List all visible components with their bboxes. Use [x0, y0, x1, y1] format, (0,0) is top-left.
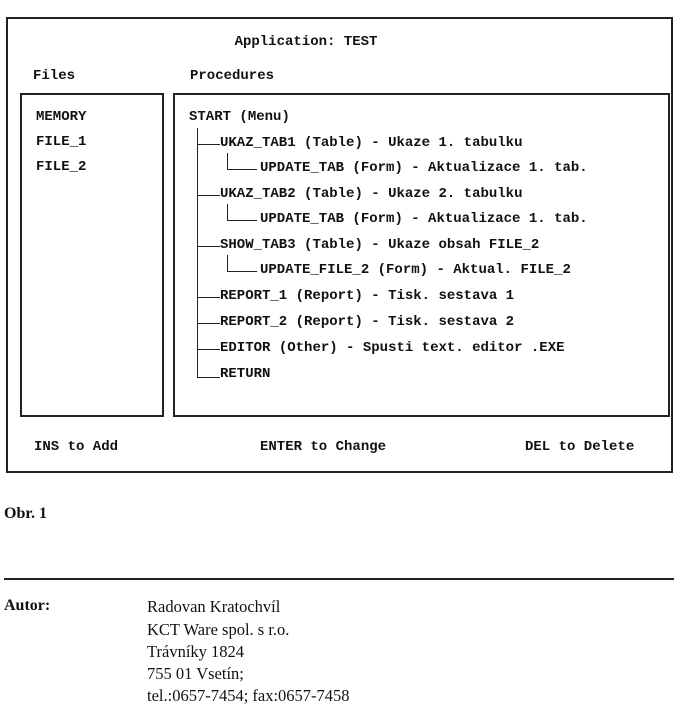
- procedure-desc: Ukaze 2. tabulku: [388, 186, 523, 202]
- procedure-row[interactable]: REPORT_2 (Report) - Tisk. sestava 2: [220, 314, 515, 330]
- procedure-name: SHOW_TAB3: [220, 237, 296, 253]
- procedure-name: UPDATE_TAB: [260, 211, 345, 227]
- procedure-type: Table: [312, 135, 355, 151]
- procedure-name: UPDATE_TAB: [260, 160, 345, 176]
- procedure-type: Report: [304, 288, 355, 304]
- procedure-row[interactable]: REPORT_1 (Report) - Tisk. sestava 1: [220, 288, 515, 304]
- file-item-file-1[interactable]: FILE_1: [36, 134, 87, 150]
- author-label: Autor:: [4, 597, 51, 614]
- procedure-row[interactable]: [220, 366, 270, 382]
- procedure-type: Table: [312, 237, 355, 253]
- procedure-type: Table: [312, 186, 355, 202]
- tree-sub-branch-line: [227, 220, 257, 221]
- ins-add-hint: INS to Add: [34, 439, 119, 455]
- procedure-name: UPDATE_FILE_2: [260, 262, 370, 278]
- procedure-desc: Tisk. sestava 2: [388, 314, 515, 330]
- procedure-name: RETURN: [220, 366, 271, 382]
- tree-sub-line: [227, 153, 228, 169]
- horizontal-rule: [4, 578, 674, 580]
- procedure-desc: Aktualizace 1. tab.: [428, 160, 588, 176]
- del-delete-hint: DEL to Delete: [525, 439, 635, 455]
- tree-branch-line: [197, 246, 220, 247]
- procedure-row[interactable]: UPDATE_FILE_2 (Form) - Aktual. FILE_2: [260, 262, 571, 278]
- procedure-row[interactable]: UKAZ_TAB2 (Table) - Ukaze 2. tabulku: [220, 186, 523, 202]
- tree-sub-branch-line: [227, 271, 257, 272]
- tree-sub-line: [227, 204, 228, 220]
- tree-trunk-line: [197, 128, 198, 378]
- figure-caption: Obr. 1: [4, 505, 47, 522]
- author-name: Radovan Kratochvíl: [147, 597, 281, 616]
- procedure-type: Menu: [247, 109, 282, 125]
- files-list: [20, 93, 164, 417]
- procedure-row[interactable]: UKAZ_TAB1 (Table) - Ukaze 1. tabulku: [220, 135, 523, 151]
- procedure-type: Form: [360, 211, 395, 227]
- app-title: Application: TEST: [234, 34, 378, 50]
- procedure-name: EDITOR: [220, 340, 271, 356]
- author-company: KCT Ware spol. s r.o.: [147, 620, 290, 639]
- tree-branch-line: [197, 349, 220, 350]
- tree-branch-line: [197, 323, 220, 324]
- files-label: Files: [33, 68, 76, 84]
- procedure-name: REPORT_1: [220, 288, 288, 304]
- procedure-desc: Spusti text. editor .EXE: [362, 340, 565, 356]
- author-contact: tel.:0657-7454; fax:0657-7458: [147, 686, 350, 705]
- tree-sub-branch-line: [227, 169, 257, 170]
- procedure-desc: Ukaze 1. tabulku: [388, 135, 523, 151]
- procedure-desc: Ukaze obsah FILE_2: [388, 237, 540, 253]
- procedure-name: REPORT_2: [220, 314, 288, 330]
- procedure-type: Form: [386, 262, 420, 278]
- procedure-desc: Aktual. FILE_2: [453, 262, 571, 278]
- file-item-file-2[interactable]: FILE_2: [36, 159, 87, 175]
- tree-branch-line: [197, 377, 220, 378]
- author-street: Trávníky 1824: [147, 642, 245, 661]
- procedure-desc: Aktualizace 1. tab.: [428, 211, 588, 227]
- procedure-row[interactable]: UPDATE_TAB (Form) - Aktualizace 1. tab.: [260, 211, 588, 227]
- tree-branch-line: [197, 144, 220, 145]
- procedure-row[interactable]: START (Menu): [189, 109, 290, 125]
- tree-sub-line: [227, 255, 228, 271]
- procedure-type: Other: [287, 340, 330, 356]
- enter-change-hint: ENTER to Change: [260, 439, 387, 455]
- procedure-row[interactable]: UPDATE_TAB (Form) - Aktualizace 1. tab.: [260, 160, 588, 176]
- procedure-name: UKAZ_TAB2: [220, 186, 296, 202]
- procedure-type: Report: [304, 314, 355, 330]
- procedure-row[interactable]: SHOW_TAB3 (Table) - Ukaze obsah FILE_2: [220, 237, 540, 253]
- author-city: 755 01 Vsetín;: [147, 664, 244, 683]
- procedure-type: Form: [360, 160, 395, 176]
- tree-branch-line: [197, 195, 220, 196]
- tree-branch-line: [197, 297, 220, 298]
- file-item-memory[interactable]: MEMORY: [36, 109, 87, 125]
- procedure-row[interactable]: EDITOR (Other) - Spusti text. editor .EXE: [220, 340, 565, 356]
- procedures-label: Procedures: [190, 68, 275, 84]
- procedures-tree: [173, 93, 670, 417]
- procedure-desc: Tisk. sestava 1: [388, 288, 515, 304]
- application-window: [6, 17, 673, 473]
- procedure-name: UKAZ_TAB1: [220, 135, 296, 151]
- procedure-name: START: [189, 109, 232, 125]
